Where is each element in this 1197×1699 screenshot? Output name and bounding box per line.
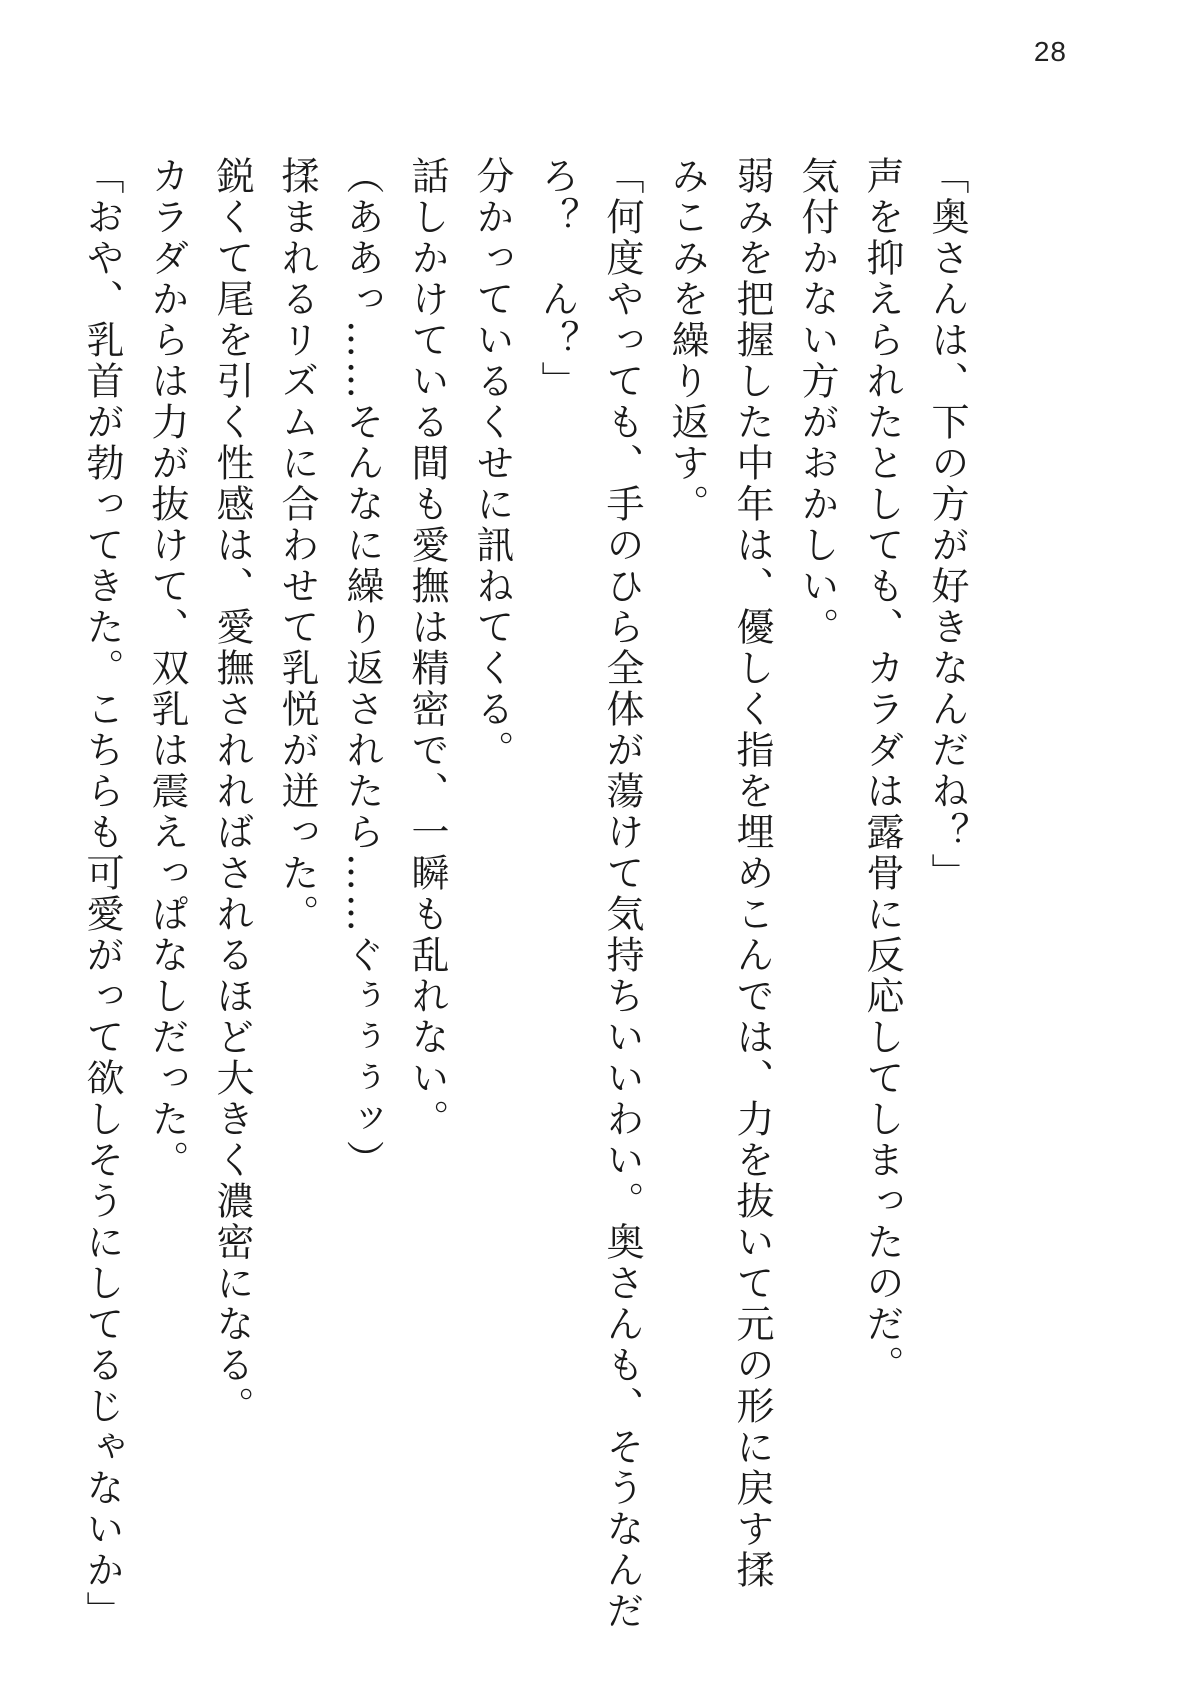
text-line: 揉まれるリズムに合わせて乳悦が迸った。 <box>275 156 319 935</box>
page-number: 28 <box>1033 36 1067 67</box>
text-line: 「奥さんは、下の方が好きなんだね？」 <box>925 156 969 894</box>
text-line: 話しかけている間も愛撫は精密で、一瞬も乱れない。 <box>405 156 449 1140</box>
text-line: 気付かない方がおかしい。 <box>795 156 839 648</box>
text-line: 声を抑えられたとしても、カラダは露骨に反応してしまったのだ。 <box>860 156 904 1386</box>
vertical-text-body <box>69 156 979 1632</box>
text-line: カラダからは力が抜けて、双乳は震えっぱなしだった。 <box>145 156 189 1181</box>
text-line: ろ？ ん？」 <box>535 156 579 402</box>
text-line: 「何度やっても、手のひら全体が蕩けて気持ちいいわい。奥さんも、そうなんだ <box>600 156 644 1632</box>
text-line: 鋭くて尾を引く性感は、愛撫されればされるほど大きく濃密になる。 <box>210 156 254 1427</box>
text-line: みこみを繰り返す。 <box>665 156 709 525</box>
text-line: 弱みを把握した中年は、優しく指を埋めこんでは、力を抜いて元の形に戻す揉 <box>730 156 774 1591</box>
text-line: （ああっ……そんなに繰り返されたら……ぐぅぅぅッ） <box>340 156 384 1181</box>
text-line: 「おや、乳首が勃ってきた。こちらも可愛がって欲しそうにしてるじゃないか」 <box>80 156 124 1632</box>
text-line: 分かっているくせに訊ねてくる。 <box>470 156 514 771</box>
